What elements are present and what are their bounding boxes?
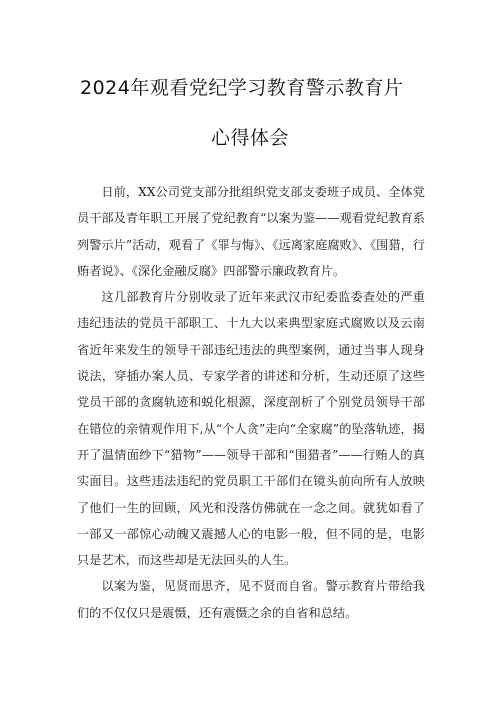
document-body: [77, 179, 425, 626]
body-paragraph-1: 日前，XX公司党支部分批组织党支部支委班子成员、全体党员干部及青年职工开展了党纪教育“以案为鉴——观看党纪教育系列警示片”活动，观看了《罪与悔》、《远离家庭腐败》、《围猎，行贿者说》、《深化金融反腐》四部警示廉政教育片。: [77, 185, 425, 278]
body-paragraph-2: 这几部教育片分别收录了近年来武汉市纪委监委查处的严重违纪违法的党员干部职工、十九大以来典型家庭式腐败以及云南省近年来发生的领导干部违纪违法的典型案例，通过当事人现身说法，穿插办案人员、专家学者的讲述和分析，生动还原了这些党员干部的贪腐轨迹和蜕化根源，深度剖析了个别党员领导干部在错位的亲情观作用下,从“个人贪”走向“全家腐”的坠落轨迹，揭开了温情面纱下“猎物”——领导干部和“围猎者”——行贿人的真实面目。这些违法违纪的党员职工干部们在镜头前向所有人放映了他们一生的回顾，风光和没落仿佛就在一念之间。就犹如看了一部又一部惊心动魄又震撼人心的电影一般，但不同的是，电影只是艺术，而这些却是无法回头的人生。: [77, 290, 425, 568]
document-title-line-1: 2024年观看党纪学习教育警示教育片: [80, 77, 404, 99]
body-paragraph-3: 以案为鉴，见贤而思齐，见不贤而自省。警示教育片带给我们的不仅仅只是震慑，还有震慑之余的自省和总结。: [77, 579, 425, 620]
document-title-line-2: 心得体会: [210, 127, 289, 149]
